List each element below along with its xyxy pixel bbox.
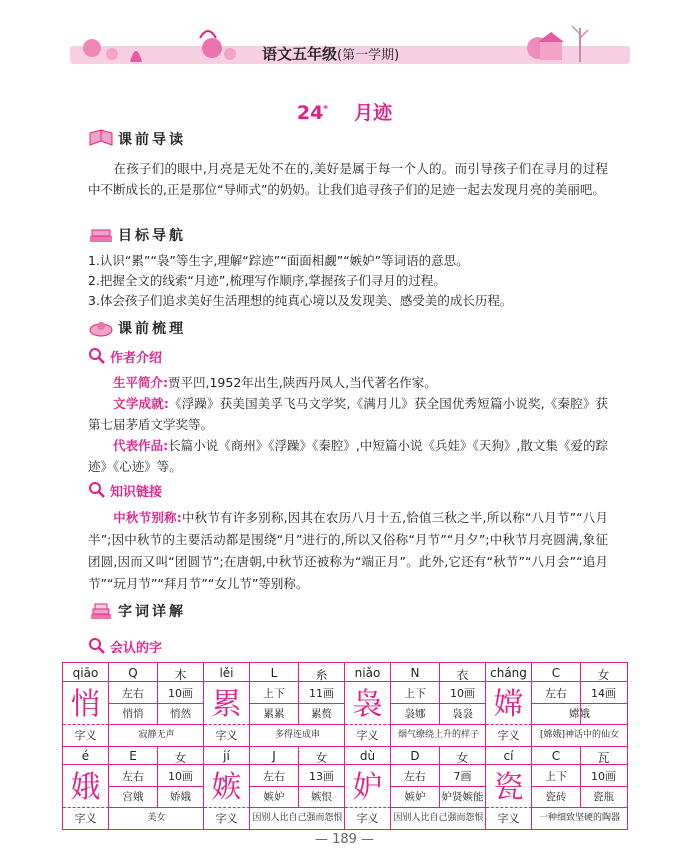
grid-line bbox=[108, 746, 109, 829]
word: 瓷瓶 bbox=[593, 791, 614, 803]
table-row bbox=[63, 663, 627, 746]
index-letter: J bbox=[272, 749, 276, 763]
char-cell bbox=[204, 663, 345, 746]
structure: 上下 bbox=[404, 687, 426, 700]
grid-line bbox=[390, 746, 391, 829]
grid-line bbox=[345, 807, 391, 808]
grid-line bbox=[108, 663, 109, 746]
grid-line bbox=[250, 724, 345, 725]
word: 娇娥 bbox=[170, 791, 191, 803]
word: 宫娥 bbox=[122, 791, 144, 803]
grid-line bbox=[157, 746, 158, 807]
character: 悄 bbox=[70, 687, 101, 722]
word: 悄悄 bbox=[122, 708, 144, 720]
structure: 左右 bbox=[122, 770, 144, 783]
character: 累 bbox=[211, 687, 242, 722]
structure: 左右 bbox=[545, 687, 567, 700]
knowledge-paragraph: 中秋节别称:中秋节有许多别称,因其在农历八月十五,恰值三秋之半,所以称“八月节”“八月半”;因中秋节的主要活动都是围绕“月”进行的,所以又俗称“月节”“月夕”;中秋节月亮圆满,象征团圆,因而又叫“团圆节”;在唐朝,中秋节还被称为“端正月”。此外,它还有“秋节”“八月会”“追月节”“玩月节”“拜月节”“女儿节”等别称。 bbox=[88, 510, 608, 591]
meaning-label: 字义 bbox=[74, 812, 97, 825]
stroke-count: 10画 bbox=[450, 687, 475, 700]
pinyin: é bbox=[81, 749, 90, 763]
char-cell bbox=[345, 746, 486, 829]
meaning: 美女 bbox=[147, 813, 166, 823]
grid-line bbox=[531, 663, 532, 746]
char-cell bbox=[63, 746, 204, 829]
grid-line bbox=[532, 807, 627, 808]
grid-line bbox=[486, 807, 532, 808]
goal-item: 1.认识“累”“袅”等生字,理解“踪迹”“面面相觑”“嫉妒”等词语的意思。 bbox=[88, 253, 469, 268]
stroke-count: 10画 bbox=[168, 687, 193, 700]
knowledge-header bbox=[88, 480, 162, 500]
grid-line bbox=[63, 807, 109, 808]
grid-line bbox=[531, 746, 532, 829]
goals-list bbox=[88, 251, 608, 311]
pinyin: qiāo bbox=[72, 666, 99, 680]
meaning: 多得连成串 bbox=[274, 730, 320, 740]
notebook-icon bbox=[88, 318, 114, 338]
char-cell bbox=[63, 663, 204, 746]
section-review-label: 课前梳理 bbox=[118, 321, 186, 337]
grid-line bbox=[63, 764, 204, 765]
grid-line bbox=[109, 807, 204, 808]
grid-line bbox=[345, 764, 486, 765]
grid-line bbox=[250, 807, 345, 808]
grid-line bbox=[204, 724, 250, 725]
author-paragraph bbox=[88, 372, 608, 477]
grid-line bbox=[391, 724, 486, 725]
word: 袅袅 bbox=[452, 708, 473, 720]
grid-line bbox=[580, 746, 581, 807]
grid-line bbox=[486, 681, 627, 682]
pinyin: niǎo bbox=[354, 666, 381, 680]
grid-line bbox=[298, 746, 299, 807]
word: 嫉妒 bbox=[263, 791, 285, 803]
stroke-count: 13画 bbox=[309, 770, 334, 783]
radical: 女 bbox=[315, 751, 328, 765]
char-cell bbox=[204, 746, 345, 829]
grid-line bbox=[532, 724, 627, 725]
character-table bbox=[62, 662, 628, 830]
char-cell bbox=[486, 746, 627, 829]
radical: 瓦 bbox=[597, 751, 610, 765]
page-banner bbox=[70, 18, 630, 74]
meaning-label: 字义 bbox=[215, 729, 238, 742]
section-guide-header bbox=[88, 128, 186, 150]
section-goals-header bbox=[88, 224, 186, 246]
character: 妒 bbox=[352, 770, 383, 805]
meaning-label: 字义 bbox=[215, 812, 238, 825]
meaning: [嫦娥]神话中的仙女 bbox=[539, 730, 620, 740]
radical: 衣 bbox=[456, 668, 469, 682]
meaning-label: 字义 bbox=[356, 729, 379, 742]
guide-paragraph: 在孩子们的眼中,月亮是无处不在的,美好是属于每一个人的。而引导孩子们在寻月的过程中不断成长的,正是那位“导师式”的奶奶。让我们追寻孩子们的足迹一起去发现月亮的美丽吧。 bbox=[88, 161, 608, 197]
grid-line bbox=[204, 681, 345, 682]
grid-line bbox=[204, 807, 250, 808]
recognize-header bbox=[88, 636, 162, 656]
word: 累累 bbox=[263, 708, 285, 720]
radical: 女 bbox=[597, 668, 610, 682]
index-letter: D bbox=[410, 749, 420, 763]
word: 嫦娥 bbox=[569, 708, 590, 720]
index-letter: L bbox=[270, 666, 278, 680]
books-stack-icon bbox=[88, 601, 114, 621]
grid-line bbox=[63, 724, 109, 725]
table-row bbox=[63, 746, 627, 829]
books-icon bbox=[88, 225, 114, 245]
book-icon bbox=[88, 129, 114, 149]
grid-line bbox=[204, 764, 345, 765]
char-cell bbox=[486, 663, 627, 746]
character: 娥 bbox=[70, 770, 101, 805]
character: 嫉 bbox=[211, 770, 242, 805]
meaning: 一种细致坚硬的陶器 bbox=[538, 813, 620, 823]
page-number: — 189 — bbox=[314, 832, 375, 847]
grid-line bbox=[109, 724, 204, 725]
stroke-count: 14画 bbox=[591, 687, 616, 700]
structure: 上下 bbox=[545, 770, 567, 783]
character: 瓷 bbox=[493, 770, 524, 805]
section-guide-label: 课前导读 bbox=[118, 132, 186, 148]
grid-line bbox=[249, 746, 250, 829]
word: 瓷砖 bbox=[545, 791, 567, 803]
character: 袅 bbox=[352, 687, 383, 722]
word: 累赘 bbox=[311, 708, 332, 720]
grid-line bbox=[63, 681, 204, 682]
author-line-works: 代表作品:长篇小说《商州》《浮躁》《秦腔》,中短篇小说《兵娃》《天狗》,散文集《爱的踪迹》《心迹》等。 bbox=[88, 438, 608, 474]
word: 袅娜 bbox=[404, 708, 426, 720]
stroke-count: 11画 bbox=[309, 687, 334, 700]
meaning: 因别人比自己强而怨恨 bbox=[252, 813, 343, 823]
stroke-count: 10画 bbox=[591, 770, 616, 783]
grid-line bbox=[580, 663, 581, 724]
word: 嫉妒 bbox=[404, 791, 426, 803]
radical: 木 bbox=[174, 668, 187, 682]
index-letter: N bbox=[410, 666, 420, 680]
author-line-bio: 生平简介:贾平凹,1952年出生,陕西丹凤人,当代著名作家。 bbox=[113, 375, 437, 390]
book-title: 语文五年级(第一学期) bbox=[262, 45, 400, 63]
radical: 糸 bbox=[315, 668, 328, 682]
pinyin: dù bbox=[359, 749, 376, 763]
structure: 左右 bbox=[263, 770, 285, 783]
meaning-label: 字义 bbox=[497, 729, 520, 742]
grid-line bbox=[390, 663, 391, 746]
pinyin: cháng bbox=[490, 666, 527, 680]
structure: 左右 bbox=[122, 687, 144, 700]
lesson-number: 24* bbox=[296, 102, 329, 124]
author-line-achievement: 文学成就:《浮躁》获美国美孚飞马文学奖,《满月儿》获全国优秀短篇小说奖,《秦腔》获第七届茅盾文学奖等。 bbox=[88, 396, 608, 432]
lesson-name: 月迹 bbox=[354, 102, 393, 124]
index-letter: C bbox=[551, 749, 561, 763]
meaning: 寂静无声 bbox=[138, 730, 175, 740]
section-words-label: 字词详解 bbox=[118, 604, 186, 620]
index-letter: C bbox=[551, 666, 561, 680]
pinyin: jí bbox=[223, 749, 230, 763]
index-letter: E bbox=[129, 749, 137, 763]
pinyin: cí bbox=[503, 749, 514, 763]
stroke-count: 10画 bbox=[168, 770, 193, 783]
word: 嫉恨 bbox=[311, 791, 332, 803]
goal-item: 2.把握全文的线索“月迹”,梳理写作顺序,掌握孩子们寻月的过程。 bbox=[88, 273, 446, 288]
section-review-header bbox=[88, 317, 186, 339]
meaning: 因别人比自己强而怨恨 bbox=[393, 813, 484, 823]
radical: 女 bbox=[456, 751, 469, 765]
knowledge-label: 知识链接 bbox=[110, 484, 163, 500]
radical: 女 bbox=[174, 751, 187, 765]
pinyin: lěi bbox=[219, 666, 234, 680]
magnifier-icon bbox=[88, 637, 106, 655]
index-letter: Q bbox=[128, 666, 138, 680]
grid-line bbox=[249, 663, 250, 746]
grid-line bbox=[391, 807, 486, 808]
grid-line bbox=[345, 724, 391, 725]
author-label: 作者介绍 bbox=[110, 350, 163, 366]
lesson-title bbox=[0, 98, 689, 125]
stroke-count: 7画 bbox=[453, 770, 472, 783]
grid-line bbox=[345, 681, 486, 682]
grid-line bbox=[486, 764, 627, 765]
author-header bbox=[88, 346, 162, 366]
meaning-label: 字义 bbox=[497, 812, 520, 825]
section-goals-label: 目标导航 bbox=[118, 228, 186, 244]
meaning: 烟气缭绕上升的样子 bbox=[397, 730, 479, 740]
magnifier-icon bbox=[88, 347, 106, 365]
section-words-header bbox=[88, 600, 186, 622]
recognize-label: 会认的字 bbox=[110, 640, 163, 656]
grid-line bbox=[439, 663, 440, 724]
grid-line bbox=[157, 663, 158, 724]
character: 嫦 bbox=[493, 687, 524, 722]
word: 悄然 bbox=[170, 708, 191, 720]
structure: 左右 bbox=[404, 770, 426, 783]
magnifier-icon bbox=[88, 481, 106, 499]
goal-item: 3.体会孩子们追求美好生活理想的纯真心境以及发现美、感受美的成长历程。 bbox=[88, 293, 513, 308]
grid-line bbox=[439, 746, 440, 807]
grid-line bbox=[298, 663, 299, 724]
meaning-label: 字义 bbox=[356, 812, 379, 825]
word: 妒贤嫉能 bbox=[441, 791, 484, 803]
meaning-label: 字义 bbox=[74, 729, 97, 742]
structure: 上下 bbox=[263, 687, 285, 700]
grid-line bbox=[486, 724, 532, 725]
char-cell bbox=[345, 663, 486, 746]
